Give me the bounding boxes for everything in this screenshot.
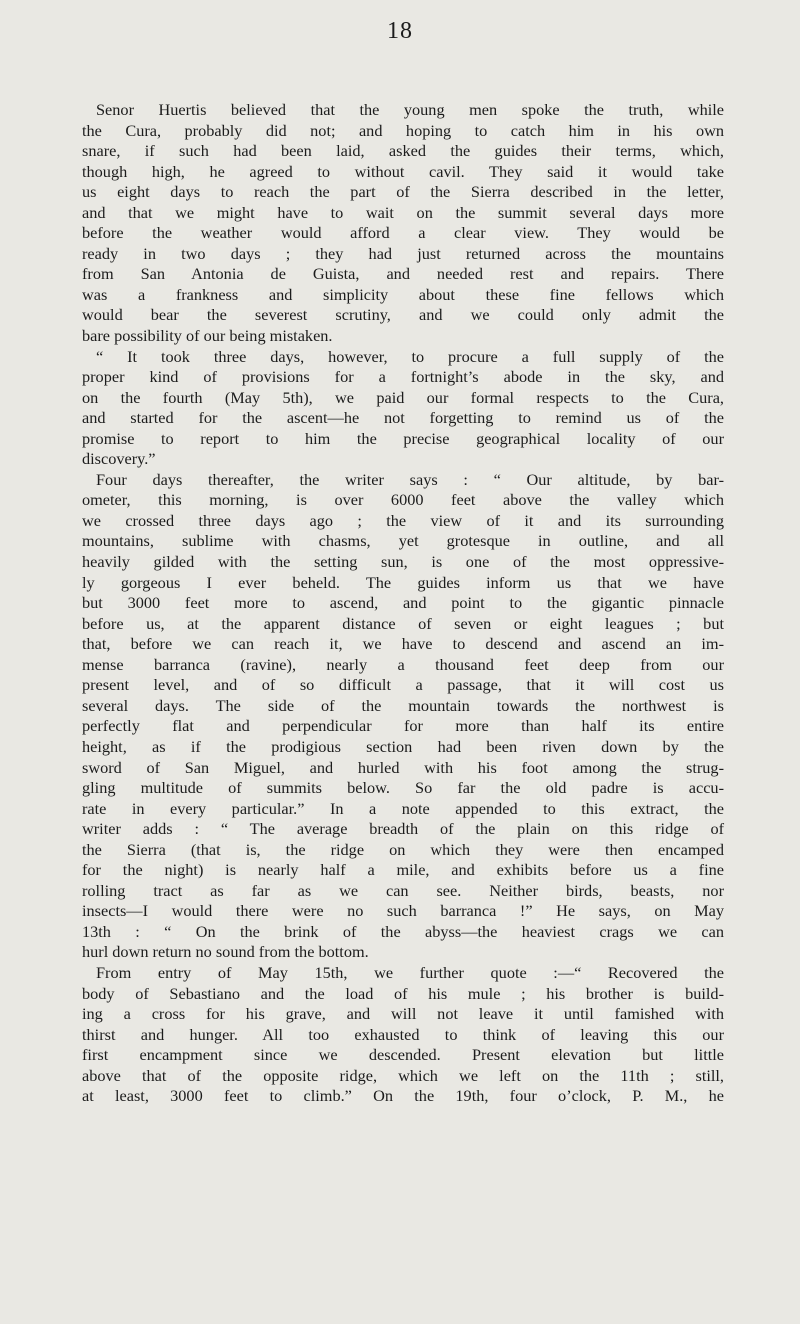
text-line: gling multitude of summits below. So far the old padre is accu- [82, 778, 724, 798]
text-line: and that we might have to wait on the summit several days more [82, 202, 724, 222]
text-line: perfectly flat and perpendicular for more than half its entire [82, 716, 724, 736]
text-line: for the night) is nearly half a mile, and exhibits before us a fine [82, 860, 724, 880]
text-line: that, before we can reach it, we have to descend and ascend an im- [82, 634, 724, 654]
text-line: present level, and of so difficult a passage, that it will cost us [82, 675, 724, 695]
text-line: ready in two days ; they had just returned across the mountains [82, 243, 724, 263]
text-line: heavily gilded with the setting sun, is one of the most oppressive- [82, 552, 724, 572]
text-line: though high, he agreed to without cavil. They said it would take [82, 161, 724, 181]
text-line: promise to report to him the precise geographical locality of our [82, 428, 724, 448]
text-line: the Cura, probably did not; and hoping to catch him in his own [82, 120, 724, 140]
text-line: first encampment since we descended. Present elevation but little [82, 1045, 724, 1065]
text-line: 13th : “ On the brink of the abyss—the heaviest crags we can [82, 921, 724, 941]
text-line: proper kind of provisions for a fortnight’s abode in the sky, and [82, 367, 724, 387]
text-line: Four days thereafter, the writer says : “ Our altitude, by bar- [96, 469, 724, 489]
text-line: us eight days to reach the part of the Sierra described in the letter, [82, 182, 724, 202]
text-line: ly gorgeous I ever beheld. The guides inform us that we have [82, 572, 724, 592]
text-line: from San Antonia de Guista, and needed rest and repairs. There [82, 264, 724, 284]
text-line: insects—I would there were no such barranca !” He says, on May [82, 901, 724, 921]
text-line: From entry of May 15th, we further quote :—“ Recovered the [96, 962, 724, 982]
text-line: was a frankness and simplicity about these fine fellows which [82, 284, 724, 304]
page-text [82, 100, 724, 1107]
text-line: we crossed three days ago ; the view of it and its surrounding [82, 510, 724, 530]
text-line: “ It took three days, however, to procure a full supply of the [96, 346, 724, 366]
text-line: ometer, this morning, is over 6000 feet above the valley which [82, 490, 724, 510]
text-line: before the weather would afford a clear view. They would be [82, 223, 724, 243]
text-line: snare, if such had been laid, asked the guides their terms, which, [82, 141, 724, 161]
text-line: sword of San Miguel, and hurled with his foot among the strug- [82, 757, 724, 777]
text-line: Senor Huertis believed that the young men spoke the truth, while [96, 100, 724, 119]
text-line: several days. The side of the mountain towards the northwest is [82, 695, 724, 715]
text-line: mountains, sublime with chasms, yet grotesque in outline, and all [82, 531, 724, 551]
text-line: hurl down return no sound from the bottom. [82, 942, 369, 962]
page-number: 18 [387, 18, 413, 44]
text-line: on the fourth (May 5th), we paid our formal respects to the Cura, [82, 387, 724, 407]
text-line: height, as if the prodigious section had been riven down by the [82, 736, 724, 756]
text-line: mense barranca (ravine), nearly a thousand feet deep from our [82, 654, 724, 674]
text-line: but 3000 feet more to ascend, and point to the gigantic pinnacle [82, 593, 724, 613]
text-line: rate in every particular.” In a note appended to this extract, the [82, 798, 724, 818]
text-line: body of Sebastiano and the load of his mule ; his brother is build- [82, 983, 724, 1003]
text-line: would bear the severest scrutiny, and we could only admit the [82, 305, 724, 325]
text-line: discovery.” [82, 449, 156, 469]
text-line: at least, 3000 feet to climb.” On the 19th, four o’clock, P. M., he [82, 1086, 724, 1106]
text-line: and started for the ascent—he not forgetting to remind us of the [82, 408, 724, 428]
text-line: writer adds : “ The average breadth of the plain on this ridge of [82, 819, 724, 839]
text-line: rolling tract as far as we can see. Neither birds, beasts, nor [82, 880, 724, 900]
text-line: before us, at the apparent distance of seven or eight leagues ; but [82, 613, 724, 633]
text-line: the Sierra (that is, the ridge on which they were then encamped [82, 839, 724, 859]
text-line: bare possibility of our being mistaken. [82, 326, 333, 346]
text-line: thirst and hunger. All too exhausted to think of leaving this our [82, 1024, 724, 1044]
text-line: above that of the opposite ridge, which we left on the 11th ; still, [82, 1065, 724, 1085]
text-line: ing a cross for his grave, and will not leave it until famished with [82, 1004, 724, 1024]
